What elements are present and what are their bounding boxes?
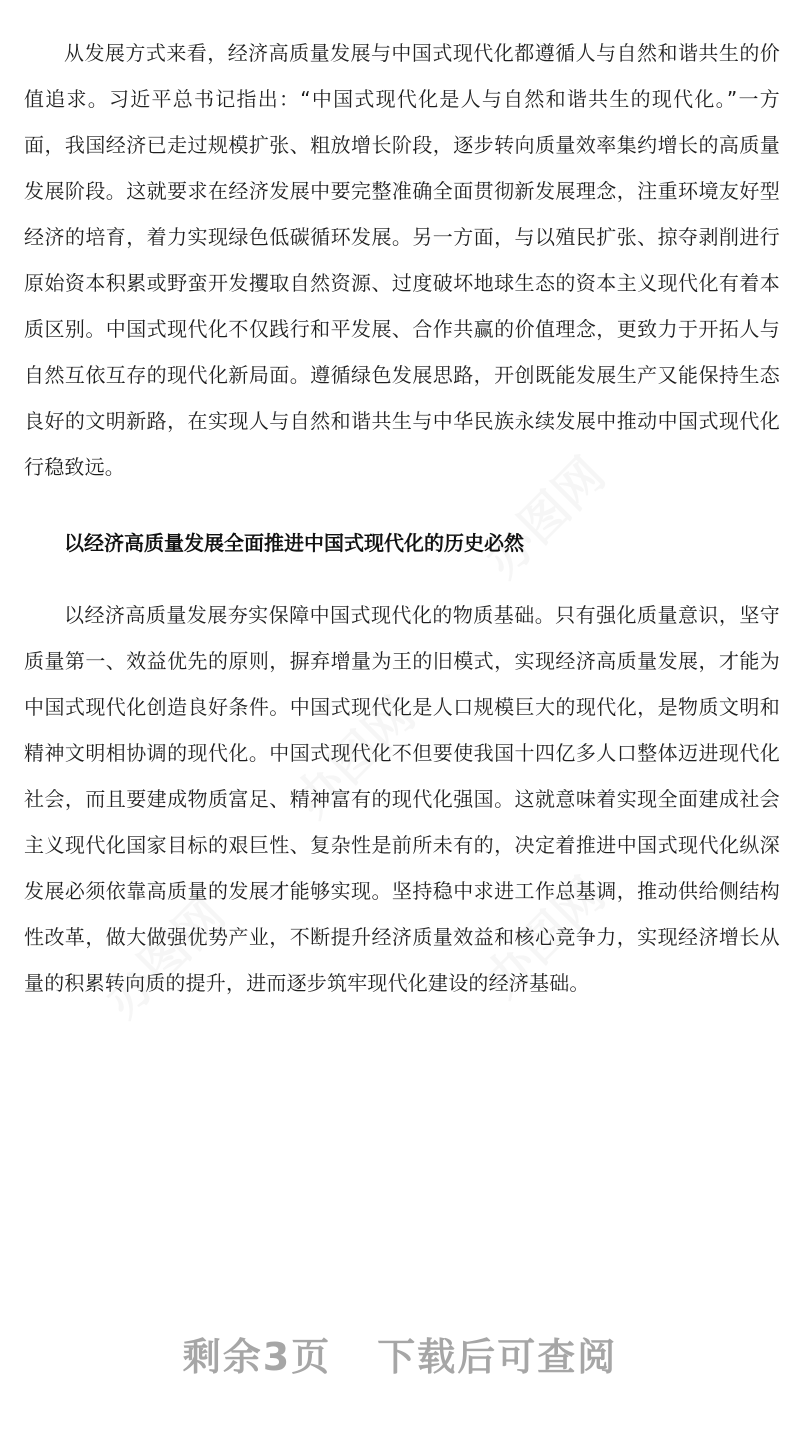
- paragraph-development-mode: 从发展方式来看，经济高质量发展与中国式现代化都遵循人与自然和谐共生的价值追求。习近平总书记指出：“中国式现代化是人与自然和谐共生的现代化。”一方面，我国经济已走过规模扩张、粗放增长阶段，逐步转向质量效率集约增长的高质量发展阶段。这就要求在经济发展中要完整准确全面贯彻新发展理念，注重环境友好型经济的培育，着力实现绿色低碳循环发展。另一方面，与以殖民扩张、掠夺剥削进行原始资本积累或野蛮开发攫取自然资源、过度破坏地球生态的资本主义现代化有着本质区别。中国式现代化不仅践行和平发展、合作共赢的价值理念，更致力于开拓人与自然互依互存的现代化新局面。遵循绿色发展思路，开创既能发展生产又能保持生态良好的文明新路，在实现人与自然和谐共生与中华民族永续发展中推动中国式现代化行稳致远。: [24, 41, 780, 479]
- paragraph-material-foundation: 以经济高质量发展夯实保障中国式现代化的物质基础。只有强化质量意识，坚守质量第一、效益优先的原则，摒弃增量为王的旧模式，实现经济高质量发展，才能为中国式现代化创造良好条件。中国式现代化是人口规模巨大的现代化，是物质文明和精神文明相协调的现代化。中国式现代化不但要使我国十四亿多人口整体迈进现代化社会，而且要建成物质富足、精神富有的现代化强国。这就意味着实现全面建成社会主义现代化国家目标的艰巨性、复杂性是前所未有的，决定着推进中国式现代化纵深发展必须依靠高质量的发展才能够实现。坚持稳中求进工作总基调，推动供给侧结构性改革，做大做强优势产业，不断提升经济质量效益和核心竞争力，实现经济增长从量的积累转向质的提升，进而逐步筑牢现代化建设的经济基础。: [24, 603, 780, 995]
- section-heading: 以经济高质量发展全面推进中国式现代化的历史必然: [64, 531, 524, 555]
- remaining-pages-label: 剩余3页: [182, 1335, 332, 1379]
- download-prompt[interactable]: [0, 1326, 800, 1381]
- document-body: [24, 30, 780, 1006]
- download-to-view-label: 下载后可查阅: [377, 1335, 618, 1379]
